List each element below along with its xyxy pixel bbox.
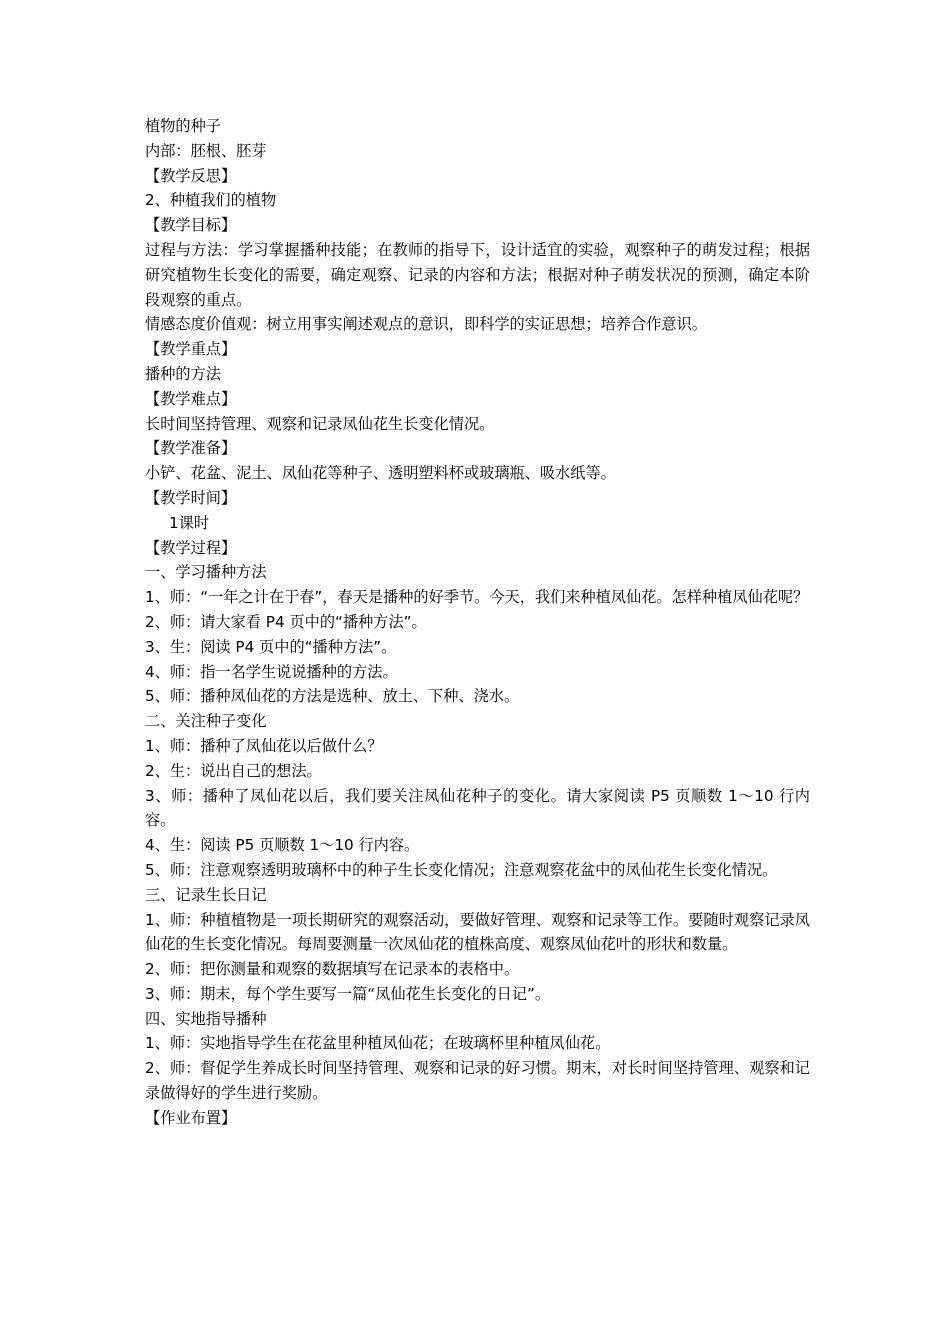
subsection-heading: 三、记录生长日记 [145, 885, 267, 904]
paragraph: 3、师：播种了凤仙花以后，我们要关注凤仙花种子的变化。请大家阅读 P5 页顺数 1～10 行内容。 [145, 786, 810, 830]
text-line: 内部：胚根、胚芽 [145, 141, 267, 160]
text-line: 2、生：说出自己的想法。 [145, 761, 322, 780]
text-line: 小铲、花盆、泥土、凤仙花等种子、透明塑料杯或玻璃瓶、吸水纸等。 [145, 464, 616, 483]
section-heading: 【教学反思】 [145, 166, 237, 185]
section-heading: 【教学准备】 [145, 439, 237, 458]
text-line: 长时间坚持管理、观察和记录凤仙花生长变化情况。 [145, 414, 495, 433]
paragraph: 2、师：督促学生养成长时间坚持管理、观察和记录的好习惯。期末，对长时间坚持管理、观察和记录做得好的学生进行奖励。 [145, 1059, 810, 1103]
text-line: 5、师：播种凤仙花的方法是选种、放土、下种、浇水。 [145, 687, 520, 706]
subsection-heading: 一、学习播种方法 [145, 563, 267, 582]
text-line: 播种的方法 [145, 364, 221, 383]
subsection-heading: 四、实地指导播种 [145, 1009, 267, 1028]
text-line: 3、师：期末，每个学生要写一篇“凤仙花生长变化的日记”。 [145, 984, 551, 1003]
section-heading: 【教学目标】 [145, 216, 237, 235]
subsection-heading: 二、关注种子变化 [145, 712, 267, 731]
lesson-title: 2、种植我们的植物 [145, 191, 277, 210]
text-line: 2、师：把你测量和观察的数据填写在记录本的表格中。 [145, 960, 520, 979]
text-line: 4、师：指一名学生说说播种的方法。 [145, 662, 398, 681]
paragraph: 5、师：注意观察透明玻璃杯中的种子生长变化情况；注意观察花盆中的凤仙花生长变化情况。 [145, 860, 778, 879]
text-line: 情感态度价值观：树立用事实阐述观点的意识，即科学的实证思想；培养合作意识。 [145, 315, 707, 334]
document-page [145, 114, 810, 1131]
text-line: 1、师：实地指导学生在花盆里种植凤仙花；在玻璃杯里种植凤仙花。 [145, 1034, 611, 1053]
text-line: 4、生：阅读 P5 页顺数 1～10 行内容。 [145, 836, 420, 855]
text-line: 2、师：请大家看 P4 页中的“播种方法”。 [145, 612, 427, 631]
text-line: 1、师：播种了凤仙花以后做什么？ [145, 736, 383, 755]
section-heading: 【教学难点】 [145, 389, 237, 408]
paragraph: 1、师：种植植物是一项长期研究的观察活动，要做好管理、观察和记录等工作。要随时观察记录凤仙花的生长变化情况。每周要测量一次凤仙花的植株高度、观察凤仙花叶的形状和数量。 [145, 910, 810, 954]
section-heading: 【教学重点】 [145, 340, 237, 359]
section-heading: 【教学过程】 [145, 538, 237, 557]
section-title: 植物的种子 [145, 117, 221, 135]
paragraph: 过程与方法：学习掌握播种技能；在教师的指导下，设计适宜的实验，观察种子的萌发过程；根据研究植物生长变化的需要，确定观察、记录的内容和方法；根据对种子萌发状况的预测，确定本阶段观察的重点。 [145, 240, 810, 309]
section-heading: 【教学时间】 [145, 488, 237, 507]
text-line: 3、生：阅读 P4 页中的“播种方法”。 [145, 637, 397, 656]
text-line: 1课时 [169, 513, 210, 532]
paragraph: 1、师：“一年之计在于春”，春天是播种的好季节。今天，我们来种植凤仙花。怎样种植凤仙花呢？ [145, 588, 809, 607]
section-heading: 【作业布置】 [145, 1108, 237, 1127]
